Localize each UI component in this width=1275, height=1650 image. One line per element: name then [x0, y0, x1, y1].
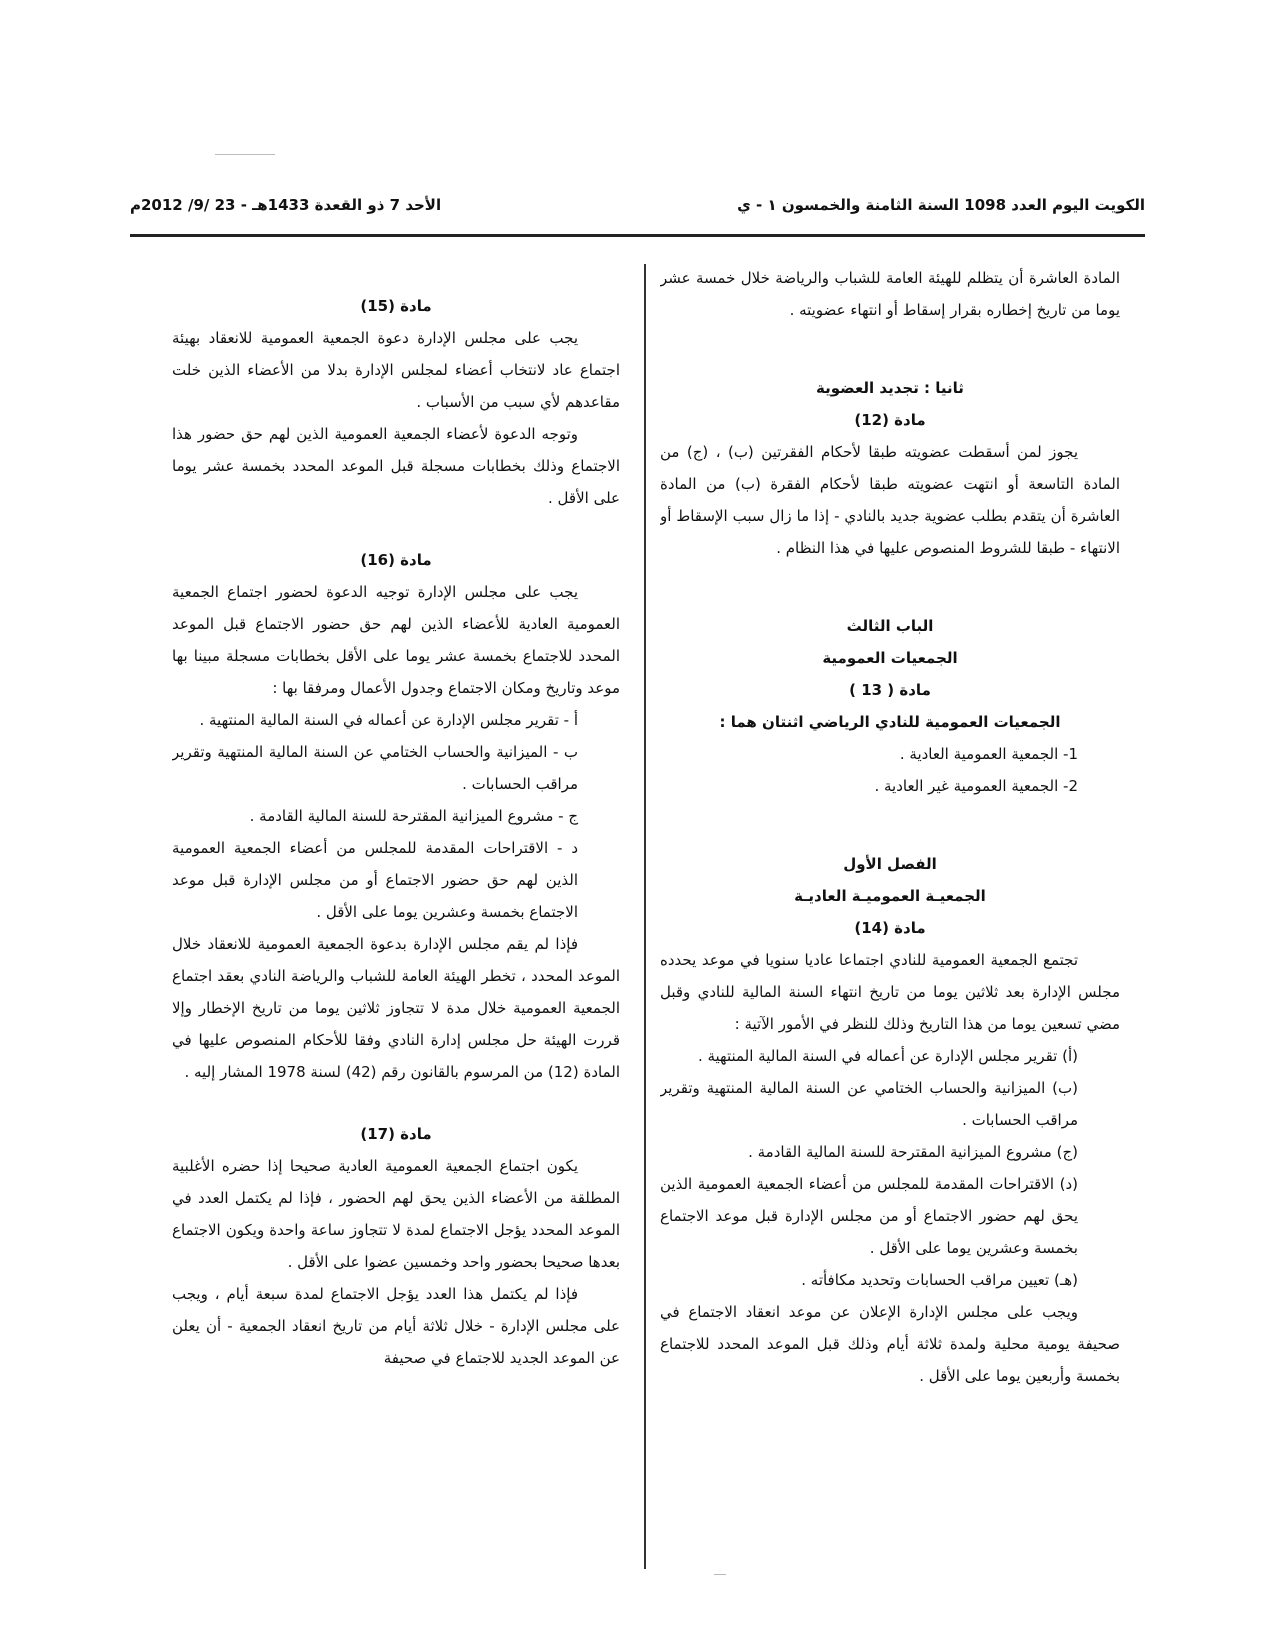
page-header	[130, 192, 1145, 226]
article-title: مادة (14)	[854, 919, 926, 937]
article-text: يجوز لمن أسقطت عضويته طبقا لأحكام الفقرتين (ب) ، (ج) من المادة التاسعة أو انتهت عضويته طبقا لأحكام الفقرة (ب) من المادة العاشرة أن يتقدم بطلب عضوية جديد بالنادي - إذا ما زال سبب الإسقاط أو الانتهاء - طبقا للشروط المنصوص عليها في هذا النظام .	[660, 443, 1120, 557]
scan-mark	[714, 1574, 726, 1575]
article-intro: الجمعيات العمومية للنادي الرياضي اثنتان هما :	[719, 713, 1061, 731]
chapter-title: الجمعيات العمومية	[822, 649, 958, 667]
section-title: الجمعيـة العموميـة العاديـة	[794, 887, 986, 905]
list-item: (ب) الميزانية والحساب الختامي عن السنة المالية المنتهية وتقرير مراقب الحسابات .	[660, 1079, 1078, 1129]
article-text: يجب على مجلس الإدارة دعوة الجمعية العمومية للانعقاد بهيئة اجتماع عاد لانتخاب أعضاء لمجلس الإدارة بدلا من الأعضاء الذين خلت مقاعدهم لأي سبب من الأسباب .	[172, 329, 620, 411]
article-text: تجتمع الجمعية العمومية للنادي اجتماعا عاديا سنويا في موعد يحدده مجلس الإدارة بعد ثلاثين يوما من تاريخ انتهاء السنة المالية للنادي وقبل مضي تسعين يوما من هذا التاريخ وذلك للنظر في الأمور الآتية :	[660, 951, 1120, 1033]
section-heading: ثانيا : تجديد العضوية	[816, 379, 964, 397]
article-text: يجب على مجلس الإدارة توجيه الدعوة لحضور اجتماع الجمعية العمومية العادية للأعضاء الذين لهم حق حضور الاجتماع قبل الموعد المحدد للاجتماع بخمسة عشر يوما على الأقل بخطابات مسجلة مبينا بها موعد وتاريخ ومكان الاجتماع وجدول الأعمال ومرفقا بها :	[172, 583, 620, 697]
chapter-heading: الباب الثالث	[846, 617, 934, 635]
article-title: مادة (17)	[360, 1125, 432, 1143]
list-item: (أ) تقرير مجلس الإدارة عن أعماله في السنة المالية المنتهية .	[697, 1047, 1078, 1065]
article-title: مادة (15)	[360, 297, 432, 315]
article-title: مادة (16)	[360, 551, 432, 569]
list-item: (هـ) تعيين مراقب الحسابات وتحديد مكافأته .	[801, 1271, 1078, 1289]
column-divider	[644, 264, 646, 1569]
scan-mark	[215, 154, 275, 155]
article-text: فإذا لم يقم مجلس الإدارة بدعوة الجمعية العمومية للانعقاد خلال الموعد المحدد ، تخطر الهيئة العامة للشباب والرياضة النادي بعقد اجتماع الجمعية العمومية خلال مدة لا تتجاوز ثلاثين يوما من تاريخ الإخطار وإلا قررت الهيئة حل مجلس إدارة النادي وفقا للأحكام المنصوص عليها في المادة (12) من المرسوم بالقانون رقم (42) لسنة 1978 المشار إليه .	[172, 935, 620, 1081]
list-item: 2- الجمعية العمومية غير العادية .	[874, 777, 1078, 795]
list-item: 1- الجمعية العمومية العادية .	[899, 745, 1078, 763]
list-item: (ج) مشروع الميزانية المقترحة للسنة المالية القادمة .	[748, 1143, 1078, 1161]
header-date: الأحد 7 ذو القعدة 1433هـ - 23 /9/ 2012م	[130, 196, 442, 214]
left-column	[172, 290, 620, 1610]
article-text: ويجب على مجلس الإدارة الإعلان عن موعد انعقاد الاجتماع في صحيفة يومية محلية ولمدة ثلاثة أيام وذلك قبل الموعد المحدد للاجتماع بخمسة وأربعين يوما على الأقل .	[660, 1303, 1120, 1385]
section-heading: الفصل الأول	[843, 855, 937, 873]
article-title: مادة ( 13 )	[849, 681, 931, 699]
list-item: أ - تقرير مجلس الإدارة عن أعماله في السنة المالية المنتهية .	[199, 711, 578, 729]
list-item: ج - مشروع الميزانية المقترحة للسنة المالية القادمة .	[249, 807, 578, 825]
header-rule	[130, 234, 1145, 237]
article-text: فإذا لم يكتمل هذا العدد يؤجل الاجتماع لمدة سبعة أيام ، ويجب على مجلس الإدارة - خلال ثلاثة أيام من تاريخ انعقاد الجمعية - أن يعلن عن الموعد الجديد للاجتماع في صحيفة	[172, 1285, 620, 1367]
header-issue: الكويت اليوم العدد 1098 السنة الثامنة والخمسون ١ - ي	[737, 196, 1145, 214]
article-text: وتوجه الدعوة لأعضاء الجمعية العمومية الذين لهم حق حضور هذا الاجتماع وذلك بخطابات مسجلة قبل الموعد المحدد بخمسة عشر يوما على الأقل .	[172, 425, 620, 507]
list-item: ب - الميزانية والحساب الختامي عن السنة المالية المنتهية وتقرير مراقب الحسابات .	[172, 743, 578, 793]
right-column	[660, 262, 1120, 1582]
article-title: مادة (12)	[854, 411, 926, 429]
article-text: يكون اجتماع الجمعية العمومية العادية صحيحا إذا حضره الأغلبية المطلقة من الأعضاء الذين يحق لهم الحضور ، فإذا لم يكتمل العدد في الموعد المحدد يؤجل الاجتماع لمدة لا تتجاوز ساعة واحدة ويكون الاجتماع بعدها صحيحا بحضور واحد وخمسين عضوا على الأقل .	[172, 1157, 620, 1271]
list-item: د - الاقتراحات المقدمة للمجلس من أعضاء الجمعية العمومية الذين لهم حق حضور الاجتماع أو من مجلس الإدارة قبل موعد الاجتماع بخمسة وعشرين يوما على الأقل .	[172, 839, 578, 921]
list-item: (د) الاقتراحات المقدمة للمجلس من أعضاء الجمعية العمومية الذين يحق لهم حضور الاجتماع أو من مجلس الإدارة قبل موعد الاجتماع بخمسة وعشرين يوما على الأقل .	[660, 1175, 1078, 1257]
paragraph: المادة العاشرة أن يتظلم للهيئة العامة للشباب والرياضة خلال خمسة عشر يوما من تاريخ إخطاره بقرار إسقاط أو انتهاء عضويته .	[660, 269, 1120, 319]
